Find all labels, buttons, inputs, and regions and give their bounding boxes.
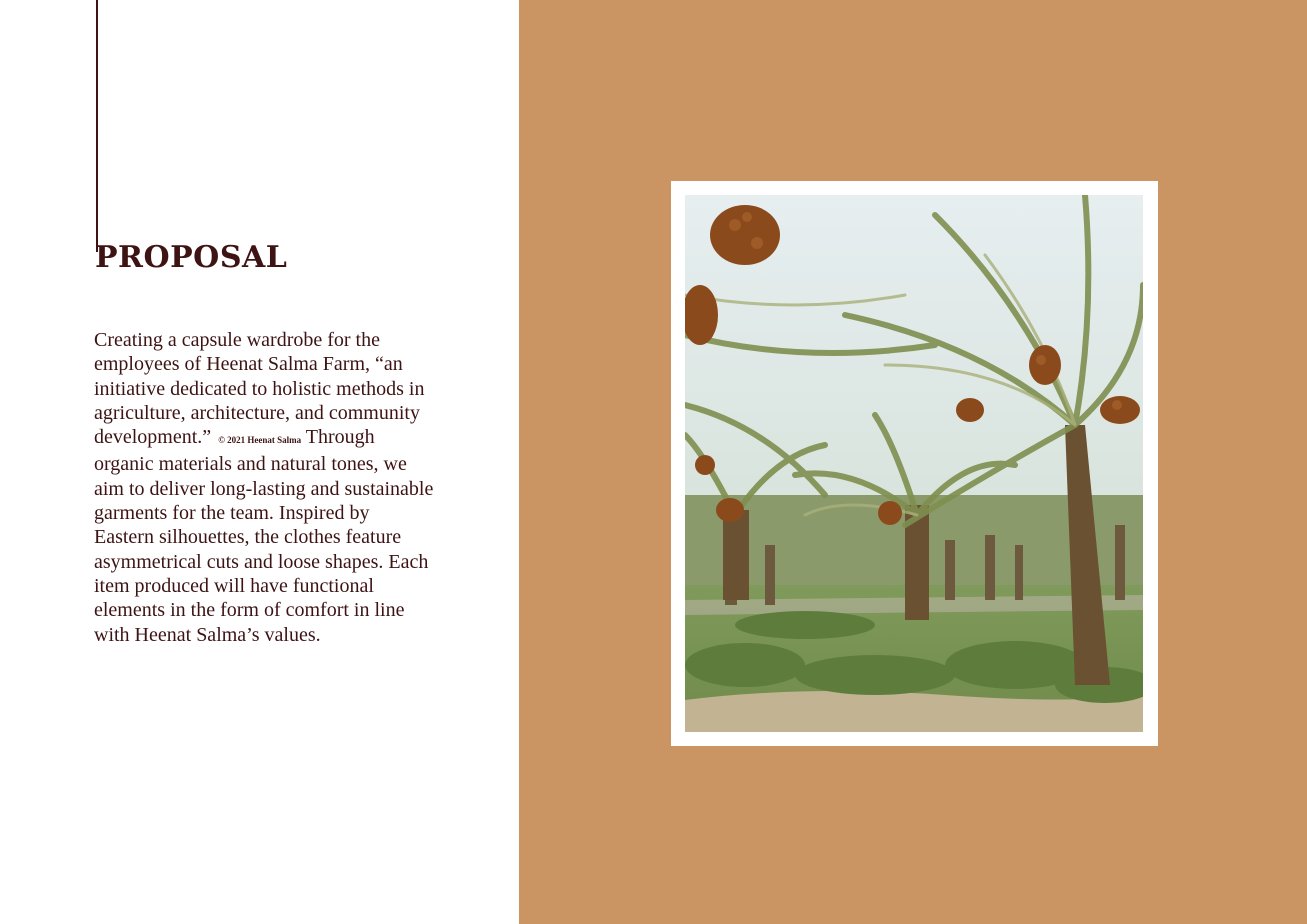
proposal-text-intro: Creating a capsule wardrobe for the employees of Heenat Salma Farm, “an initiative dedicated to holistic methods in agriculture, architecture, and community development.” <box>94 329 425 449</box>
proposal-text <box>94 328 434 647</box>
left-panel <box>0 0 519 924</box>
page-title: PROPOSAL <box>95 240 288 275</box>
date-palm-photo <box>685 195 1143 732</box>
photo-frame <box>671 181 1158 746</box>
date-palm-image <box>685 195 1143 732</box>
photo-credit: © 2021 Heenat Salma <box>218 435 302 446</box>
vertical-rule <box>96 0 98 252</box>
right-panel <box>519 0 1307 924</box>
proposal-text-continued: Through organic materials and natural tones, we aim to deliver long-lasting and sustainable garments for the team. Inspired by Eastern silhouettes, the clothes feature asymmetrical cuts and loose shapes. Each item produced will have functional elements in the form of comfort in line with Heenat Salma’s values. <box>94 426 434 646</box>
